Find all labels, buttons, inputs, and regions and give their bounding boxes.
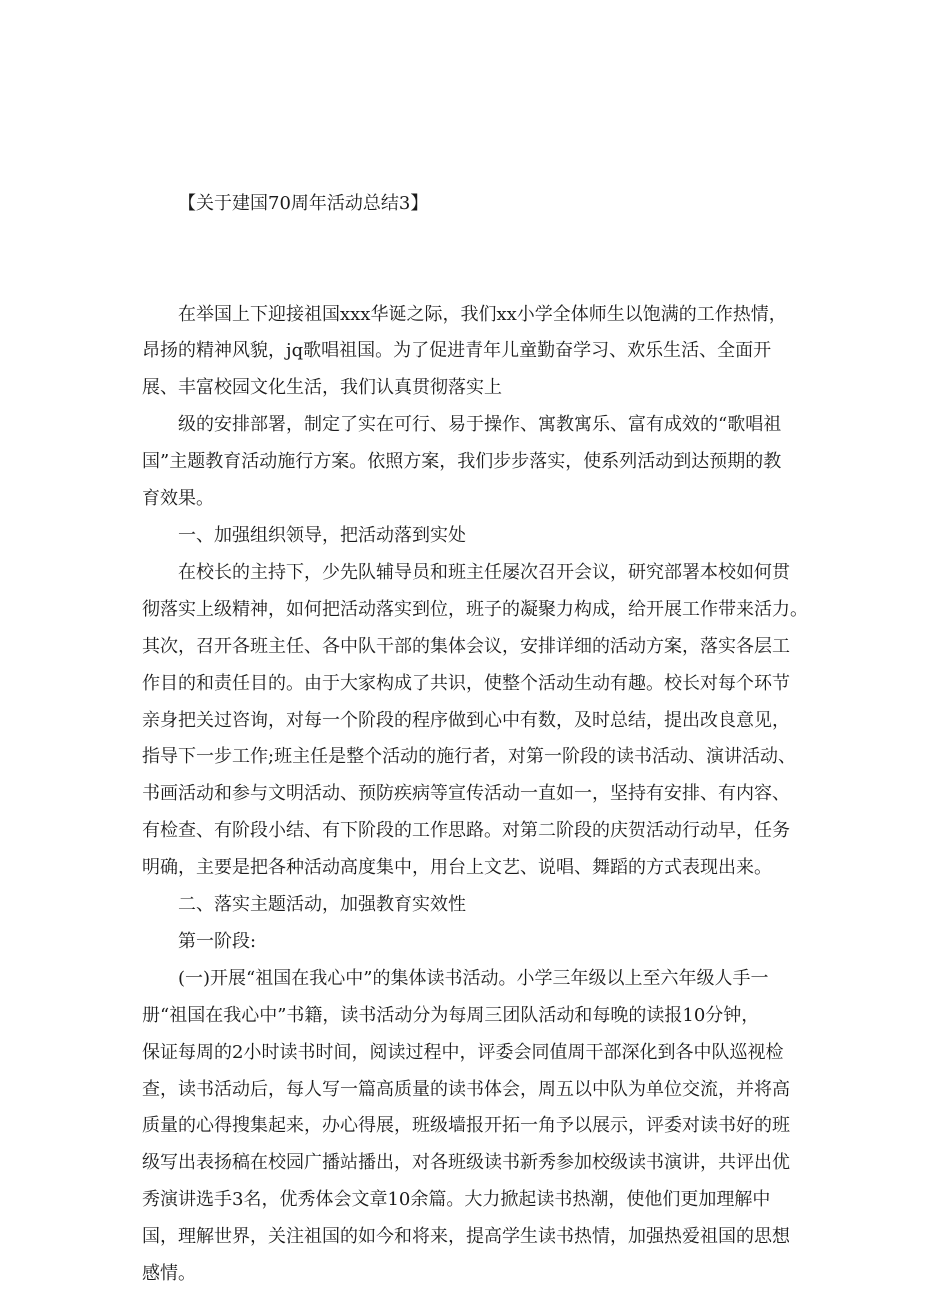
text-line: 在举国上下迎接祖国xxx华诞之际，我们xx小学全体师生以饱满的工作热情， (178, 303, 787, 325)
text-line: 查，读书活动后，每人写一篇高质量的读书体会，周五以中队为单位交流，并将高 (142, 1078, 790, 1100)
paragraph-section-1-title (142, 518, 832, 555)
text-line: 级写出表扬稿在校园广播站播出，对各班级读书新秀参加校级读书演讲，共评出优 (142, 1152, 790, 1174)
text-line: 在校长的主持下，少先队辅导员和班主任屡次召开会议，研究部署本校如何贯 (178, 561, 790, 583)
text-line: 昂扬的精神风貌，jq歌唱祖国。为了促进青年儿童勤奋学习、欢乐生活、全面开 (142, 340, 772, 362)
text-line: 彻落实上级精神，如何把活动落实到位，班子的凝聚力构成，给开展工作带来活力。 (142, 598, 808, 620)
text-line: 级的安排部署，制定了实在可行、易于操作、寓教寓乐、富有成效的“歌唱祖 (178, 414, 782, 436)
text-line: 感情。 (142, 1263, 196, 1285)
heading-text: 【关于建国70周年活动总结3】 (178, 192, 429, 214)
text-line: 国，理解世界，关注祖国的如今和将来，提高学生读书热情，加强热爱祖国的思想 (142, 1226, 790, 1248)
paragraph-stage-1-title (142, 924, 832, 961)
text-line: 明确，主要是把各种活动高度集中，用台上文艺、说唱、舞蹈的方式表现出来。 (142, 857, 772, 879)
text-line: 秀演讲选手3名，优秀体会文章10余篇。大力掀起读书热潮，使他们更加理解中 (142, 1189, 771, 1211)
text-line: 册“祖国在我心中”书籍，读书活动分为每周三团队活动和每晚的读报10分钟， (142, 1004, 760, 1026)
text-line: 亲身把关过咨询，对每一个阶段的程序做到心中有数，及时总结，提出改良意见， (142, 709, 790, 731)
text-line: 一、加强组织领导，把活动落到实处 (178, 524, 466, 546)
paragraph-intro-1 (142, 297, 832, 408)
text-line: 有检查、有阶段小结、有下阶段的工作思路。对第二阶段的庆贺活动行动早，任务 (142, 820, 790, 842)
text-line: (一)开展“祖国在我心中”的集体读书活动。小学三年级以上至六年级人手一 (178, 967, 769, 989)
paragraph-stage-1-body (142, 961, 832, 1293)
text-line: 作目的和责任目的。由于大家构成了共识，使整个活动生动有趣。校长对每个环节 (142, 672, 790, 694)
paragraph-intro-2 (142, 407, 832, 518)
text-line: 质量的心得搜集起来，办心得展，班级墙报开拓一角予以展示，评委对读书好的班 (142, 1115, 790, 1137)
document-heading (142, 112, 832, 297)
paragraph-list (142, 297, 832, 1293)
text-line: 第一阶段: (178, 930, 257, 952)
text-line: 二、落实主题活动，加强教育实效性 (178, 894, 466, 916)
text-line: 国”主题教育活动施行方案。依照方案，我们步步落实，使系列活动到达预期的教 (142, 451, 782, 473)
text-line: 其次，召开各班主任、各中队干部的集体会议，安排详细的活动方案，落实各层工 (142, 635, 790, 657)
text-line: 展、丰富校园文化生活，我们认真贯彻落实上 (142, 377, 502, 399)
text-line: 书画活动和参与文明活动、预防疾病等宣传活动一直如一，坚持有安排、有内容、 (142, 783, 790, 805)
paragraph-section-2-title (142, 887, 832, 924)
text-line: 指导下一步工作;班主任是整个活动的施行者，对第一阶段的读书活动、演讲活动、 (142, 746, 797, 768)
text-line: 育效果。 (142, 488, 214, 510)
paragraph-section-1-body (142, 555, 832, 887)
document-body (142, 112, 832, 1293)
text-line: 保证每周的2小时读书时间，阅读过程中，评委会同值周干部深化到各中队巡视检 (142, 1041, 784, 1063)
